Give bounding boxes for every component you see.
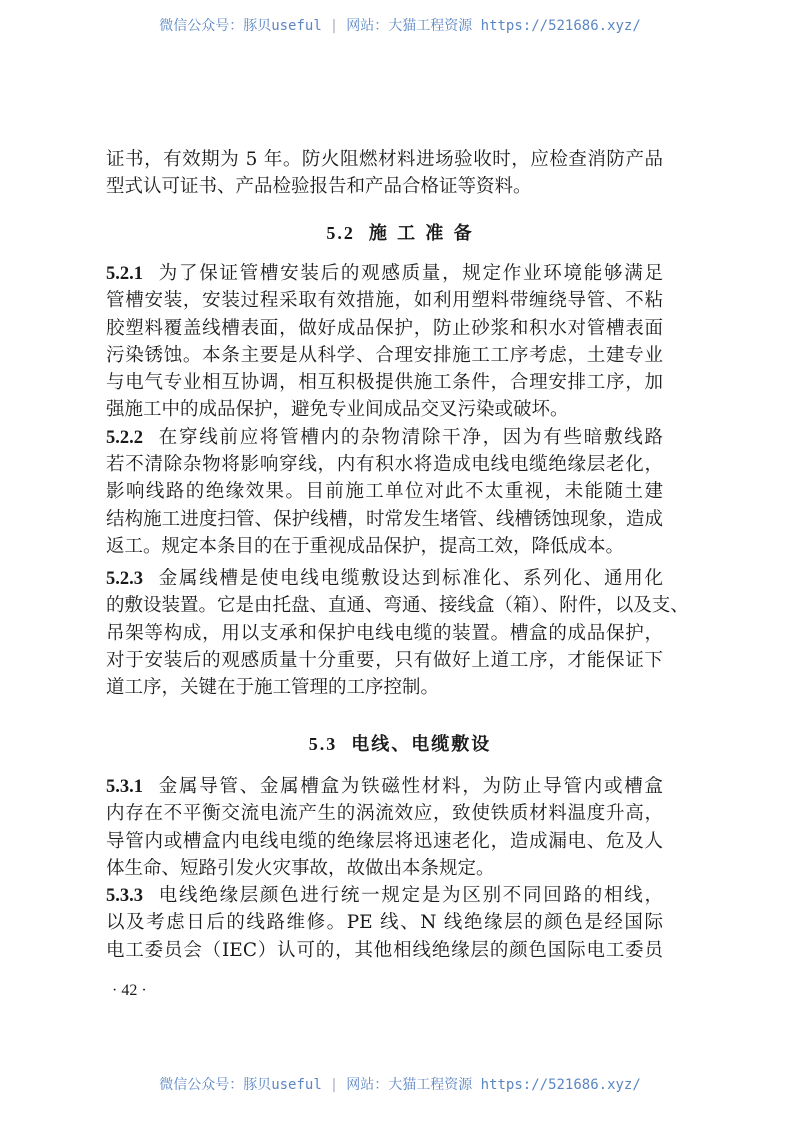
text-line: 的敷设装置。它是由托盘、直通、弯通、接线盒（箱）、附件，以及支、: [106, 595, 689, 617]
text-line: 污染锈蚀。本条主要是从科学、合理安排施工工序考虑，土建专业: [106, 344, 663, 366]
text-line: 对于安装后的观感质量十分重要，只有做好上道工序，才能保证下: [106, 649, 663, 671]
text-line: 若不清除杂物将影响穿线，内有积水将造成电线电缆绝缘层老化，: [106, 454, 663, 476]
clause-number: 5.3.3: [106, 886, 143, 907]
text-line: 吊架等构成，用以支承和保护电线电缆的装置。槽盒的成品保护，: [106, 622, 663, 644]
section-number: 5.3: [308, 734, 338, 754]
text-line: 体生命、短路引发火灾事故，故做出本条规定。: [106, 857, 495, 879]
clause-5-2-3: [106, 565, 689, 701]
clause-number: 5.2.1: [106, 264, 143, 284]
intro-paragraph: [106, 146, 663, 201]
section-heading-5-3: [0, 730, 800, 756]
text-line: 证书，有效期为 5 年。防火阻燃材料进场验收时，应检查消防产品: [106, 149, 663, 170]
text-line: 型式认可证书、产品检验报告和产品合格证等资料。: [106, 176, 532, 198]
text-line: 金属线槽是使电线电缆敷设达到标准化、系列化、通用化: [157, 568, 663, 589]
text-line: 内存在不平衡交流电流产生的涡流效应，致使铁质材料温度升高，: [106, 803, 663, 825]
text-line: 道工序，关键在于施工管理的工序控制。: [106, 677, 440, 699]
text-line: 以及考虑日后的线路维修。PE 线、N 线绝缘层的颜色是经国际: [106, 912, 663, 934]
text-line: 在穿线前应将管槽内的杂物清除干净，因为有些暗敷线路: [157, 426, 663, 448]
text-line: 胶塑料覆盖线槽表面，做好成品保护，防止砂浆和积水对管槽表面: [106, 317, 663, 339]
text-line: 管槽安装，安装过程采取有效措施，如利用塑料带缠绕导管、不粘: [106, 290, 663, 312]
page-number: · 42 ·: [112, 982, 147, 999]
section-title: 施 工 准 备: [368, 223, 474, 244]
clause-5-2-1: [106, 260, 663, 560]
text-line: 为了保证管槽安装后的观感质量，规定作业环境能够满足: [157, 263, 663, 284]
section-title: 电线、电缆敷设: [351, 734, 492, 755]
text-line: 与电气专业相互协调，相互积极提供施工条件，合理安排工序，加: [106, 372, 663, 394]
section-number: 5.2: [326, 223, 355, 243]
header-watermark: [0, 15, 800, 35]
clause-number: 5.2.2: [106, 427, 143, 448]
text-line: 返工。规定本条目的在于重视成品保护，提高工效，降低成本。: [106, 535, 625, 557]
text-line: 导管内或槽盒内电线电缆的绝缘层将迅速老化，造成漏电、危及人: [106, 830, 663, 852]
watermark-text: 网站：大猫工程资源 https://521686.xyz/: [346, 1077, 641, 1093]
text-line: 强施工中的成品保护，避免专业间成品交叉污染或破坏。: [106, 399, 569, 421]
watermark-separator: |: [329, 18, 339, 34]
watermark-text: 微信公众号：豚贝useful: [159, 18, 322, 34]
text-line: 电工委员会（IEC）认可的，其他相线绝缘层的颜色国际电工委员: [106, 939, 663, 961]
watermark-text: 微信公众号：豚贝useful: [159, 1077, 322, 1093]
watermark-text: 网站：大猫工程资源 https://521686.xyz/: [346, 18, 641, 34]
watermark-separator: |: [329, 1077, 339, 1093]
text-line: 电线绝缘层颜色进行统一规定是为区别不同回路的相线，: [157, 885, 663, 907]
clause-number: 5.3.1: [106, 777, 143, 797]
section-heading-5-2: [0, 219, 800, 245]
text-line: 结构施工进度扫管、保护线槽，时常发生堵管、线槽锈蚀现象，造成: [106, 508, 663, 530]
footer-watermark: [0, 1074, 800, 1094]
text-line: 金属导管、金属槽盒为铁磁性材料，为防止导管内或槽盒: [157, 776, 663, 797]
clause-number: 5.2.3: [106, 569, 143, 589]
text-line: 影响线路的绝缘效果。目前施工单位对此不太重视，未能随土建: [106, 481, 663, 503]
clause-5-3-1: [106, 773, 663, 964]
